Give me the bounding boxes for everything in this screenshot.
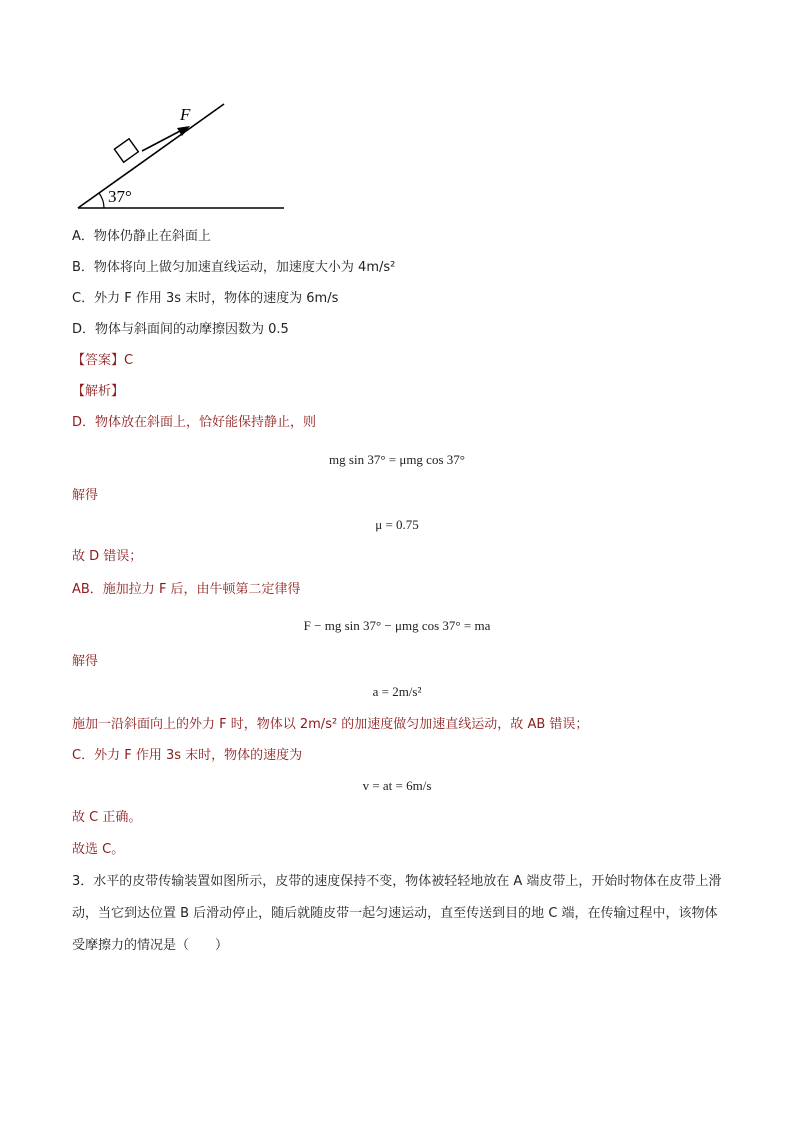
solution-d-intro: D．物体放在斜面上，恰好能保持静止，则 [72, 415, 317, 430]
force-label: F [180, 105, 191, 124]
force-arrowhead-icon [177, 126, 190, 136]
equation-5: v = at = 6m/s [362, 778, 432, 793]
incline-line [78, 104, 224, 208]
analysis-heading: 【解析】 [72, 384, 125, 399]
angle-label: 37° [108, 187, 132, 206]
option-a: A．物体仍静止在斜面上 [72, 229, 211, 244]
option-b: B．物体将向上做匀加速直线运动，加速度大小为 4m/s² [72, 260, 396, 275]
question-3: 3．水平的皮带传输装置如图所示，皮带的速度保持不变，物体被轻轻地放在 A 端皮带上，开始时物体在皮带上滑动，当它到达位置 B 后滑动停止，随后就随皮带一起匀速运动，直至传送到目的地 C 端，在传输过程中，该物体受摩擦力的情况是（ ） [72, 874, 722, 953]
final-answer: 故选 C。 [72, 842, 125, 857]
equation-2: μ = 0.75 [375, 517, 419, 532]
incline-diagram [0, 0, 794, 220]
equation-3: F − mg sin 37° − μmg cos 37° = ma [303, 618, 491, 633]
equation-4: a = 2m/s² [372, 684, 422, 699]
option-c: C．外力 F 作用 3s 末时，物体的速度为 6m/s [72, 291, 339, 306]
solution-ab-conclusion: 施加一沿斜面向上的外力 F 时，物体以 2m/s² 的加速度做匀加速直线运动，故 AB 错误； [72, 717, 589, 732]
solution-c-intro: C．外力 F 作用 3s 末时，物体的速度为 [72, 748, 303, 763]
solve-label-2: 解得 [72, 654, 99, 669]
angle-arc [99, 193, 104, 208]
equation-1: mg sin 37° = μmg cos 37° [329, 452, 465, 467]
answer-line: 【答案】C [72, 353, 134, 368]
solution-c-conclusion: 故 C 正确。 [72, 810, 142, 825]
solve-label-1: 解得 [72, 488, 99, 503]
option-d: D．物体与斜面间的动摩擦因数为 0.5 [72, 322, 289, 337]
solution-ab-intro: AB．施加拉力 F 后，由牛顿第二定律得 [72, 582, 301, 597]
block [114, 139, 138, 162]
solution-d-conclusion: 故 D 错误； [72, 549, 143, 564]
